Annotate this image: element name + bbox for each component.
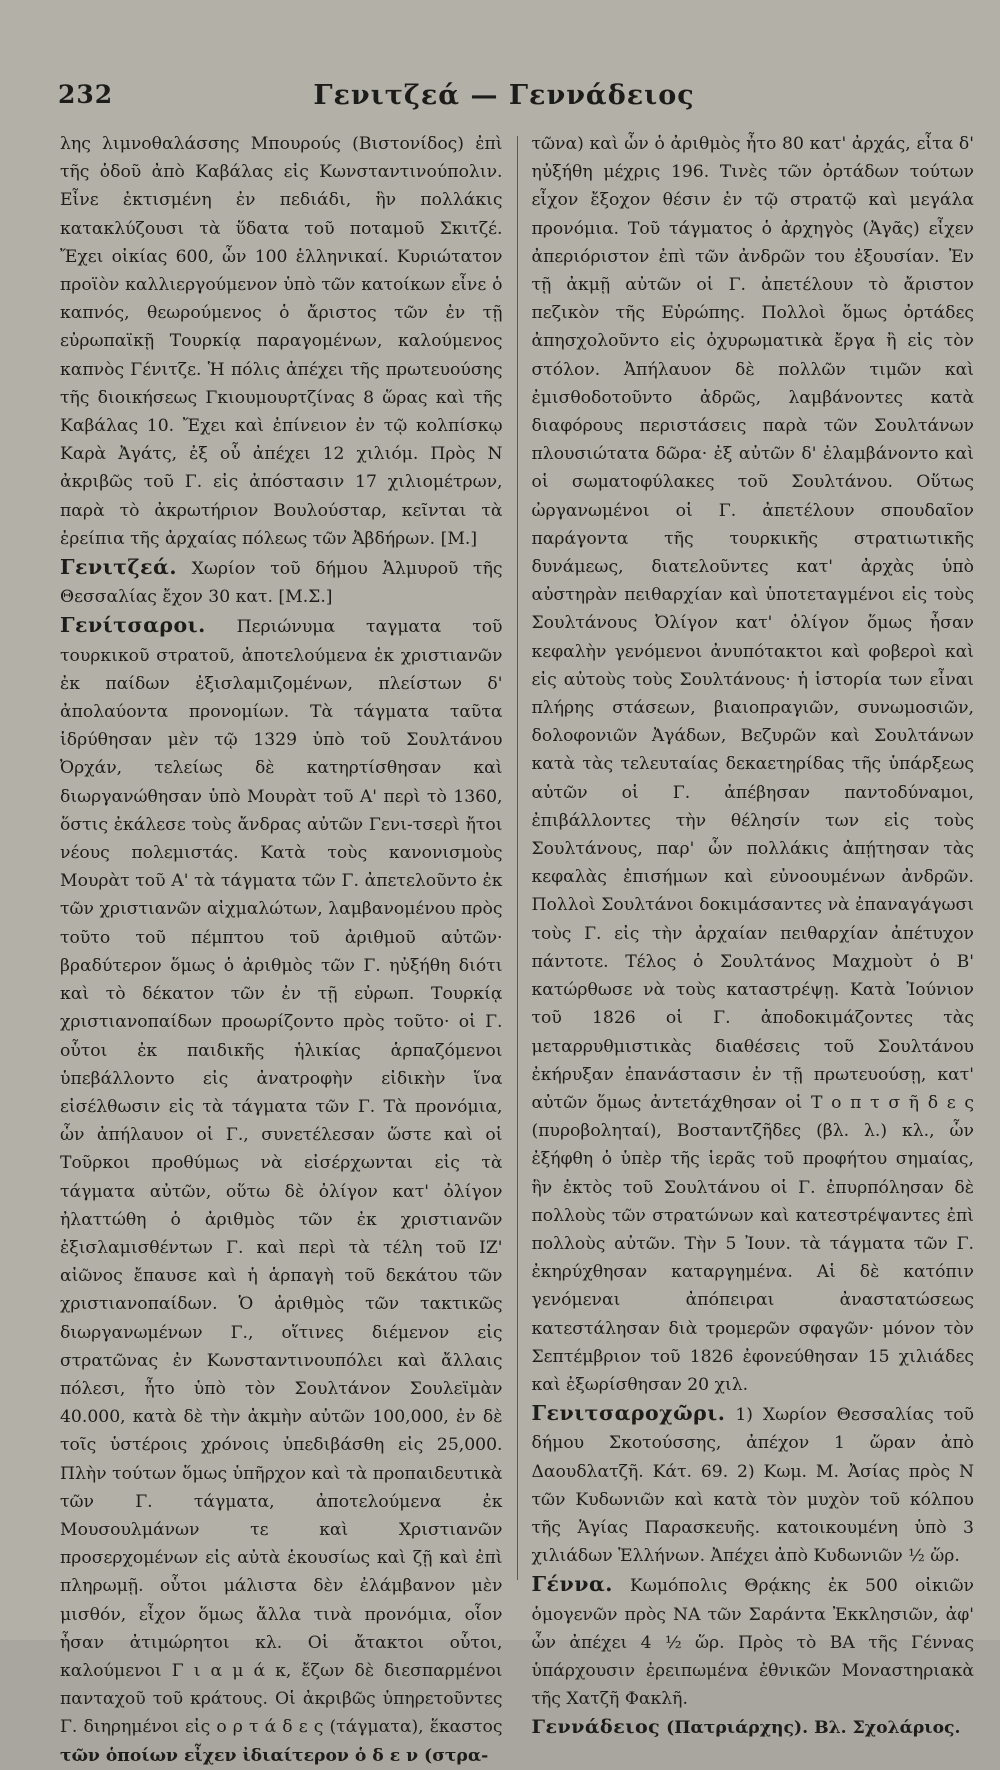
entry-genitzea xyxy=(60,553,503,611)
text-columns xyxy=(60,130,974,1766)
entry-text: (Πατριάρχης). Βλ. Σχολάριος. xyxy=(660,1718,961,1739)
entry-headword: Γεννάδειος xyxy=(531,1716,661,1739)
entry-continuation xyxy=(532,130,975,1399)
entry-text: Περιώνυμα ταγματα τοῦ τουρκικοῦ στρατοῦ, ἀποτελούμενα ἐκ χριστιανῶν ἐκ παίδων ἐξισλαμιζομένων, πλείστων δ' ἀπολαύοντα προνομίων. Τὰ τάγματα ταῦτα ἱδρύθησαν μὲν τῷ 1329 ὑπὸ τοῦ Σουλτάνου Ὀρχάν, τελείως δὲ κατηρτίσθησαν καὶ διωργανώθησαν ὑπὸ Μουρὰτ τοῦ Α' περὶ τὸ 1360, ὅστις ἐκάλεσε τοὺς ἄνδρας αὐτῶν Γενι-τσερὶ ἤτοι νέους πολεμιστάς. Κατὰ τοὺς κανονισμοὺς Μουρὰτ τοῦ Α' τὰ τάγματα τῶν Γ. ἀπετελοῦντο ἐκ τῶν χριστιανῶν αἰχμαλώτων, λαμβανομένου πρὸς τοῦτο τοῦ πέμπτου τοῦ ἀριθμοῦ αὐτῶν· βραδύτερον ὅμως ὁ ἀριθμὸς τῶν Γ. ηὐξήθη διότι καὶ τὸ δέκατον τῶν ἐν τῇ εὐρωπ. Τουρκίᾳ χριστιανοπαίδων προωρίζοντο πρὸς τοῦτο· οἱ Γ. οὗτοι ἐκ παιδικῆς ἡλικίας ἁρπαζόμενοι ὑπεβάλλοντο εἰς ἀνατροφὴν εἰδικὴν ἵνα εἰσέλθωσιν εἰς τὰ τάγματα τῶν Γ. Τὰ προνόμια, ὧν ἀπήλαυον οἱ Γ., συνετέλεσαν ὥστε καὶ οἱ Τοῦρκοι προθύμως νὰ εἰσέρχωνται εἰς τὰ τάγματα αὐτῶν, οὕτω δὲ ὀλίγον κατ' ὀλίγον ἠλαττώθη ὁ ἀριθμὸς τῶν ἐκ χριστιανῶν ἐξισλαμισθέντων Γ. καὶ περὶ τὰ τέλη τοῦ ΙΖ' αἰῶνος ἔπαυσε καὶ ἡ ἁρπαγὴ τοῦ δεκάτου τῶν χριστιανοπαίδων. Ὁ ἀριθμὸς τῶν τακτικῶς διωργανωμένων Γ., οἵτινες διέμενον εἰς στρατῶνας ἐν Κωνσταντινουπόλει καὶ ἄλλαις πόλεσι, ἦτο ὑπὸ τὸν Σουλτάνον Σουλεϊμὰν 40.000, κατὰ δὲ τὴν ἀκμὴν αὐτῶν 100,000, ἐν δὲ τοῖς ὑστέροις χρόνοις ὑπεδιβάσθη εἰς 25,000. Πλὴν τούτων ὅμως ὑπῆρχον καὶ τὰ προπαιδευτικὰ τῶν Γ. τάγματα, ἀποτελούμενα ἐκ Μουσουλμάνων τε καὶ Χριστιανῶν προσερχομένων εἰς αὐτὰ ἑκουσίως καὶ ζῇ καὶ ἐπὶ πληρωμῇ. οὗτοι μάλιστα δὲν ἐλάμβανον μὲν μισθόν, εἶχον ὅμως ἄλλα τινὰ προνόμια, οἷον ἦσαν ἀτιμώρητοι κλ. Οἱ ἄτακτοι οὗτοι, καλούμενοι Γ ι α μ ά κ, ἔζων δὲ διεσπαρμένοι πανταχοῦ τοῦ κράτους. Οἱ ἀκριβῶς ὑπηρετοῦντες Γ. διηρημένοι εἰς ο ρ τ ά δ ε ς (τάγματα), ἕκαστος xyxy=(60,617,503,1738)
entry-text: 1) Χωρίον Θεσσαλίας τοῦ δήμου Σκοτούσσης, ἀπέχον 1 ὥραν ἀπὸ Δαουδλατζῆ. Κάτ. 69. 2) Κωμ. Μ. Ἀσίας πρὸς Ν τῶν Κυδωνιῶν καὶ κατὰ τὸν μυχὸν τοῦ κόλπου τῆς Ἁγίας Παρασκευῆς. κατοικουμένη ὑπὸ 3 χιλιάδων Ἑλλήνων. Ἀπέχει ἀπὸ Κυδωνιῶν ½ ὥρ. xyxy=(531,1405,974,1567)
left-column xyxy=(60,130,503,1766)
entry-text: λης λιμνοθαλάσσης Μπουρούς (Βιστονίδος) ἐπὶ τῆς ὁδοῦ ἀπὸ Καβάλας εἰς Κωνσταντινούπολιν. Εἶνε ἐκτισμένη ἐν πεδιάδι, ἣν πολλάκις κατακλύζουσι τὰ ὕδατα τοῦ ποταμοῦ Σκιτζέ. Ἔχει οἰκίας 600, ὧν 100 ἑλληνικαί. Κυριώτατον προϊὸν καλλιεργούμενον ὑπὸ τῶν κατοίκων εἶνε ὁ καπνός, θεωρούμενος ὁ ἄριστος τῶν ἐν τῇ εὐρωπαϊκῇ Τουρκίᾳ παραγομένων, καλούμενος καπνὸς Γένιτζε. Ἡ πόλις ἀπέχει τῆς πρωτευούσης τῆς διοικήσεως Γκιουμουρτζίνας 8 ὥρας καὶ τῆς Καβάλας 10. Ἔχει καὶ ἐπίνειον ἐν τῷ κολπίσκῳ Καρὰ Ἀγάτς, ἐξ οὗ ἀπέχει 12 χιλιόμ. Πρὸς Ν ἀκριβῶς τοῦ Γ. εἰς ἀπόστασιν 17 χιλιομέτρων, παρὰ τὸ ἀκρωτήριον Βουλούσταρ, κεῖνται τὰ ἐρείπια τῆς ἀρχαίας πόλεως τῶν Ἀβδήρων. [Μ.] xyxy=(60,134,503,549)
entry-headword: Γενιτζεά. xyxy=(60,555,177,580)
entry-text-tail: τῶν ὁποίων εἶχεν ἰδιαίτερον ὁ δ ε ν (στρα- xyxy=(60,1745,489,1766)
column-divider xyxy=(517,136,518,1580)
entry-text: τῶνα) καὶ ὧν ὁ ἀριθμὸς ἦτο 80 κατ' ἀρχάς, εἶτα δ' ηὐξήθη μέχρις 196. Τινὲς τῶν ὀρτάδων τούτων εἶχον ἔξοχον θέσιν ἐν τῷ στρατῷ καὶ μεγάλα προνόμια. Τοῦ τάγματος ὁ ἀρχηγὸς (Ἀγᾶς) εἶχεν ἀπεριόριστον ἐπὶ τῶν ἀνδρῶν του ἐξουσίαν. Ἐν τῇ ἀκμῇ αὐτῶν οἱ Γ. ἀπετέλουν τὸ ἄριστον πεζικὸν τῆς Εὐρώπης. Πολλοὶ ὅμως ὀρτάδες ἀπησχολοῦντο εἰς ὀχυρωματικὰ ἔργα ἢ εἰς τὸν στόλον. Ἀπήλαυον δὲ πολλῶν τιμῶν καὶ ἐμισθοδοτοῦντο ἀδρῶς, λαμβάνοντες κατὰ διαφόρους περιστάσεις παρὰ τῶν Σουλτάνων πλουσιώτατα δῶρα· ἐξ αὐτῶν δ' ἐλαμβάνοντο καὶ οἱ σωματοφύλακες τοῦ Σουλτάνου. Οὕτως ὠργανωμένοι οἱ Γ. ἀπετέλουν σπουδαῖον παράγοντα τῆς τουρκικῆς στρατιωτικῆς δυνάμεως, διατελοῦντες κατ' ἀρχὰς ὑπὸ αὐστηρὰν πειθαρχίαν καὶ ὑποτεταγμένοι εἰς τοὺς Σουλτάνους Ὀλίγον κατ' ὀλίγον ὅμως ἦσαν κεφαλὴν γενόμενοι ἀνυπότακτοι καὶ φοβεροὶ καὶ εἰς αὐτοὺς τοὺς Σουλτάνους· ἡ ἱστορία των εἶναι πλήρης στάσεων, βιαιοπραγιῶν, συνωμοσιῶν, δολοφονιῶν Ἀγάδων, Βεζυρῶν καὶ Σουλτάνων κατὰ τὰς τελευταίας δεκαετηρίδας τῆς ὑπάρξεως αὐτῶν οἱ Γ. ἀπέβησαν παντοδύναμοι, ἐπιβάλλοντες τὴν θέλησίν των εἰς τοὺς Σουλτάνους, παρ' ὧν πολλάκις ἀπῄτησαν τὰς κεφαλὰς ἐπισήμων καὶ εὐνοουμένων ἀνδρῶν. Πολλοὶ Σουλτάνοι δοκιμάσαντες νὰ ἐπαναγάγωσι τοὺς Γ. εἰς τὴν ἀρχαίαν πειθαρχίαν ἀπέτυχον πάντοτε. Τέλος ὁ Σουλτάνος Μαχμοὺτ ὁ Β' κατώρθωσε νὰ τοὺς καταστρέψῃ. Κατὰ Ἰούνιον τοῦ 1826 οἱ Γ. ἀποδοκιμάζοντες τὰς μεταρρυθμιστικὰς διαθέσεις τοῦ Σουλτάνου ἐκήρυξαν ἐπανάστασιν ἐν τῇ πρωτευούσῃ, κατ' αὐτῶν ὅμως ἀντετάχθησαν οἱ Τ ο π τ σ ῆ δ ε ς (πυροβοληταί), Βοσταντζῆδες (βλ. λ.) κλ., ὧν ἐξήφθη ὁ ὑπὲρ τῆς ἱερᾶς τοῦ προφήτου σημαίας, ἣν ἐκτὸς τοῦ Σουλτάνου οἱ Γ. ἐπυρπόλησαν δὲ πολλοὺς τῶν στρατώνων καὶ κατεστρέψαντες ἐπὶ πολλοὺς αὐτῶν. Τὴν 5 Ἰουν. τὰ τάγματα τῶν Γ. ἐκηρύχθησαν καταργημένα. Αἱ δὲ κατόπιν γενόμεναι ἀπόπειραι ἀναστατώσεως κατεστάλησαν διὰ τρομερῶν σφαγῶν· μόνον τὸν Σεπτέμβριον τοῦ 1826 ἐφονεύθησαν 15 χιλιάδες καὶ ἐξωρίσθησαν 20 χιλ. xyxy=(531,134,974,1395)
entry-genitsarochori xyxy=(532,1399,975,1570)
entry-text: Χωρίον τοῦ δήμου Ἁλμυροῦ τῆς Θεσσαλίας ἔχον 30 κατ. [Μ.Σ.] xyxy=(60,559,503,608)
entry-headword: Γέννα. xyxy=(531,1572,613,1597)
running-head: Γενιτζεά — Γεννάδειος xyxy=(313,80,695,111)
entry-headword: Γενίτσαροι. xyxy=(60,613,206,638)
entry-genitsaroi xyxy=(60,611,503,1769)
page-number: 232 xyxy=(58,80,114,109)
page-header xyxy=(58,80,950,120)
entry-gennadeios xyxy=(532,1713,975,1742)
entry-genna xyxy=(532,1570,975,1713)
right-column xyxy=(531,130,975,1739)
entry-text: Κωμόπολις Θρᾴκης ἐκ 500 οἰκιῶν ὁμογενῶν πρὸς ΝΑ τῶν Σαράντα Ἐκκλησιῶν, ἀφ' ὧν ἀπέχει 4 ½ ὥρ. Πρὸς τὸ ΒΑ τῆς Γέννας ὑπάρχουσιν ἐρειπωμένα ἐθνικῶν Μοναστηριακὰ τῆς Χατζῆ Φακλῆ. xyxy=(531,1576,974,1710)
entry-headword: Γενιτσαροχῶρι. xyxy=(531,1401,726,1426)
entry-continuation xyxy=(60,130,503,553)
